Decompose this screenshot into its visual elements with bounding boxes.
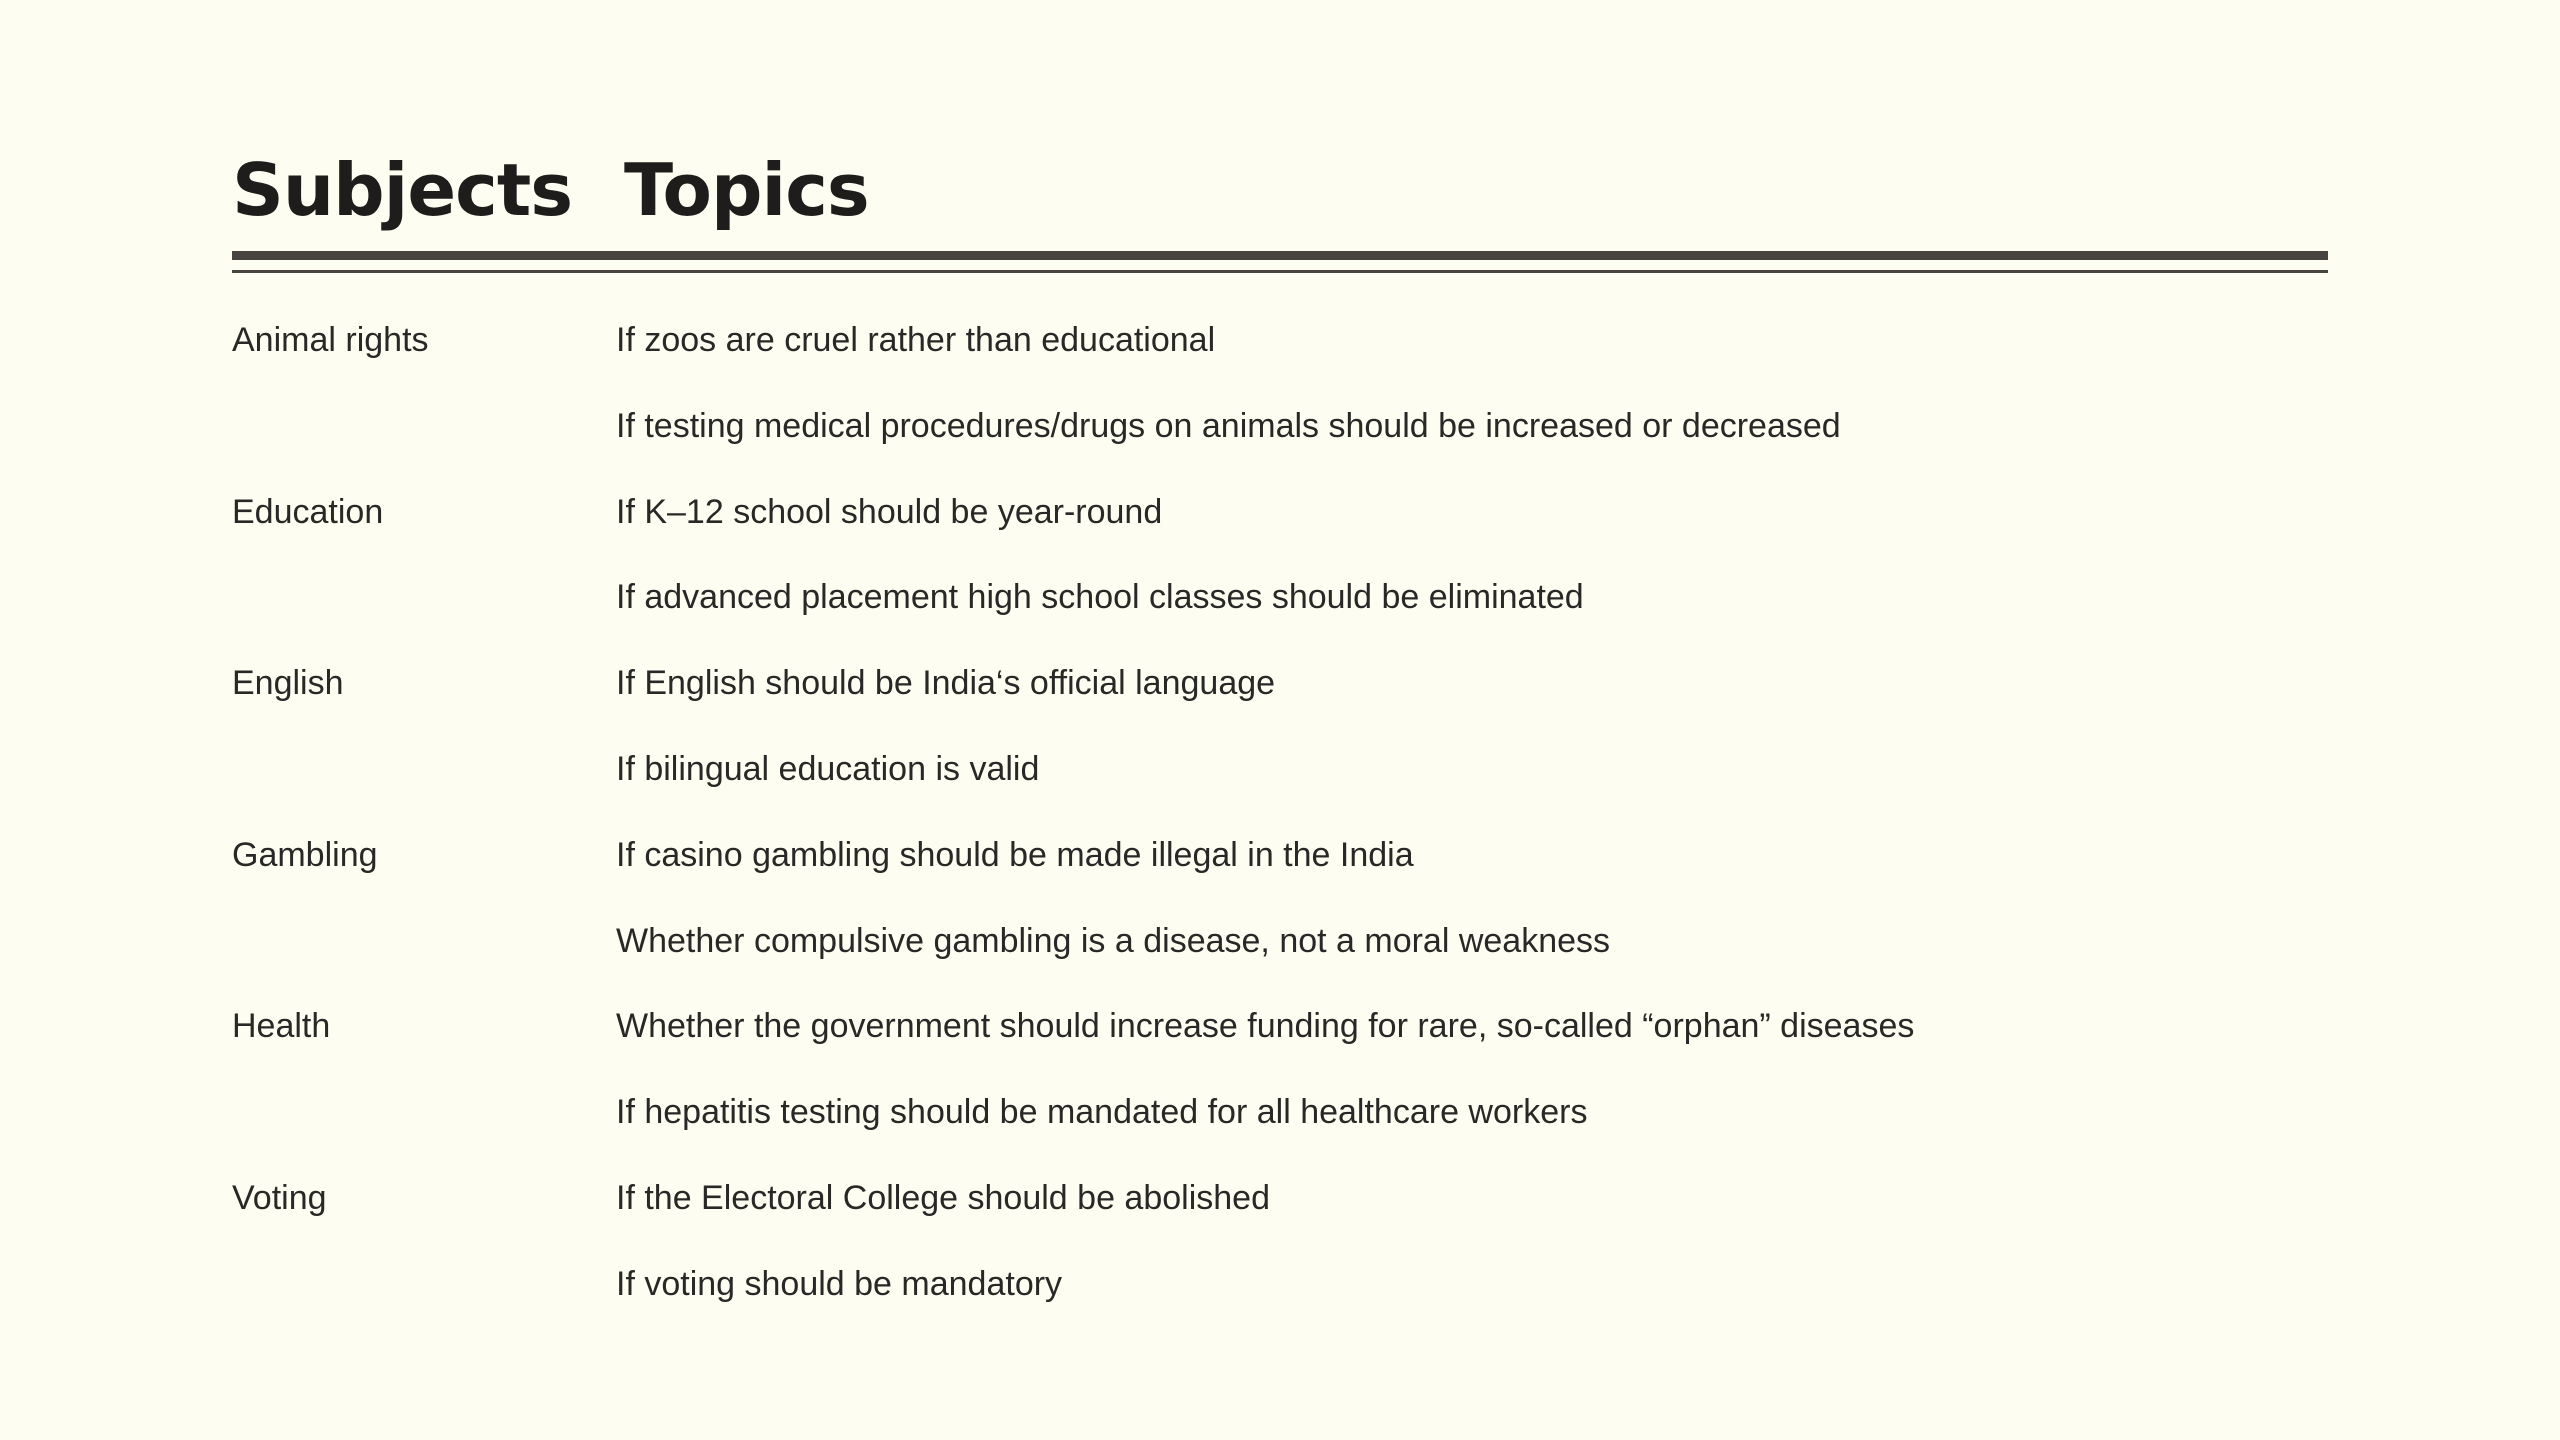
topic-cell: If zoos are cruel rather than educational: [616, 321, 1216, 359]
table-row: [232, 984, 2328, 1070]
table-row: [232, 1242, 2328, 1328]
subject-cell: Gambling: [232, 835, 378, 874]
table-row: [232, 727, 2328, 813]
topic-cell: If hepatitis testing should be mandated for all healthcare workers: [616, 1093, 1588, 1132]
topic-cell: If bilingual education is valid: [616, 749, 1040, 788]
header-divider-thin: [232, 270, 2328, 273]
topic-cell: If the Electoral College should be abolished: [616, 1178, 1270, 1217]
table-row: [232, 555, 2328, 641]
table-row: [232, 384, 2328, 470]
table-row: [232, 470, 2328, 556]
subject-cell: English: [232, 664, 344, 703]
topic-cell: Whether compulsive gambling is a disease, not a moral weakness: [616, 921, 1611, 960]
topics-heading: Topics: [624, 148, 869, 232]
table-row: [232, 1156, 2328, 1242]
topic-cell: If K–12 school should be year-round: [616, 492, 1163, 531]
subject-cell: Education: [232, 492, 384, 531]
topic-cell: If casino gambling should be made illegal in the India: [616, 835, 1414, 874]
topics-table: [232, 298, 2328, 1328]
topic-cell: If English should be India‘s official language: [616, 664, 1276, 703]
topic-cell: If voting should be mandatory: [616, 1264, 1063, 1303]
table-row: [232, 813, 2328, 899]
table-header: [232, 140, 2332, 240]
subject-cell: Animal rights: [232, 321, 429, 359]
table-row: [232, 899, 2328, 985]
topic-cell: Whether the government should increase funding for rare, so-called “orphan” diseases: [616, 1007, 1915, 1046]
subjects-heading: Subjects: [232, 148, 573, 232]
table-row: [232, 641, 2328, 727]
table-row: [232, 298, 2328, 384]
header-divider-thick: [232, 251, 2328, 260]
table-row: [232, 1070, 2328, 1156]
subject-cell: Voting: [232, 1178, 327, 1217]
topic-cell: If advanced placement high school classes should be eliminated: [616, 578, 1584, 617]
topic-cell: If testing medical procedures/drugs on animals should be increased or decreased: [616, 406, 1841, 445]
subject-cell: Health: [232, 1007, 331, 1046]
